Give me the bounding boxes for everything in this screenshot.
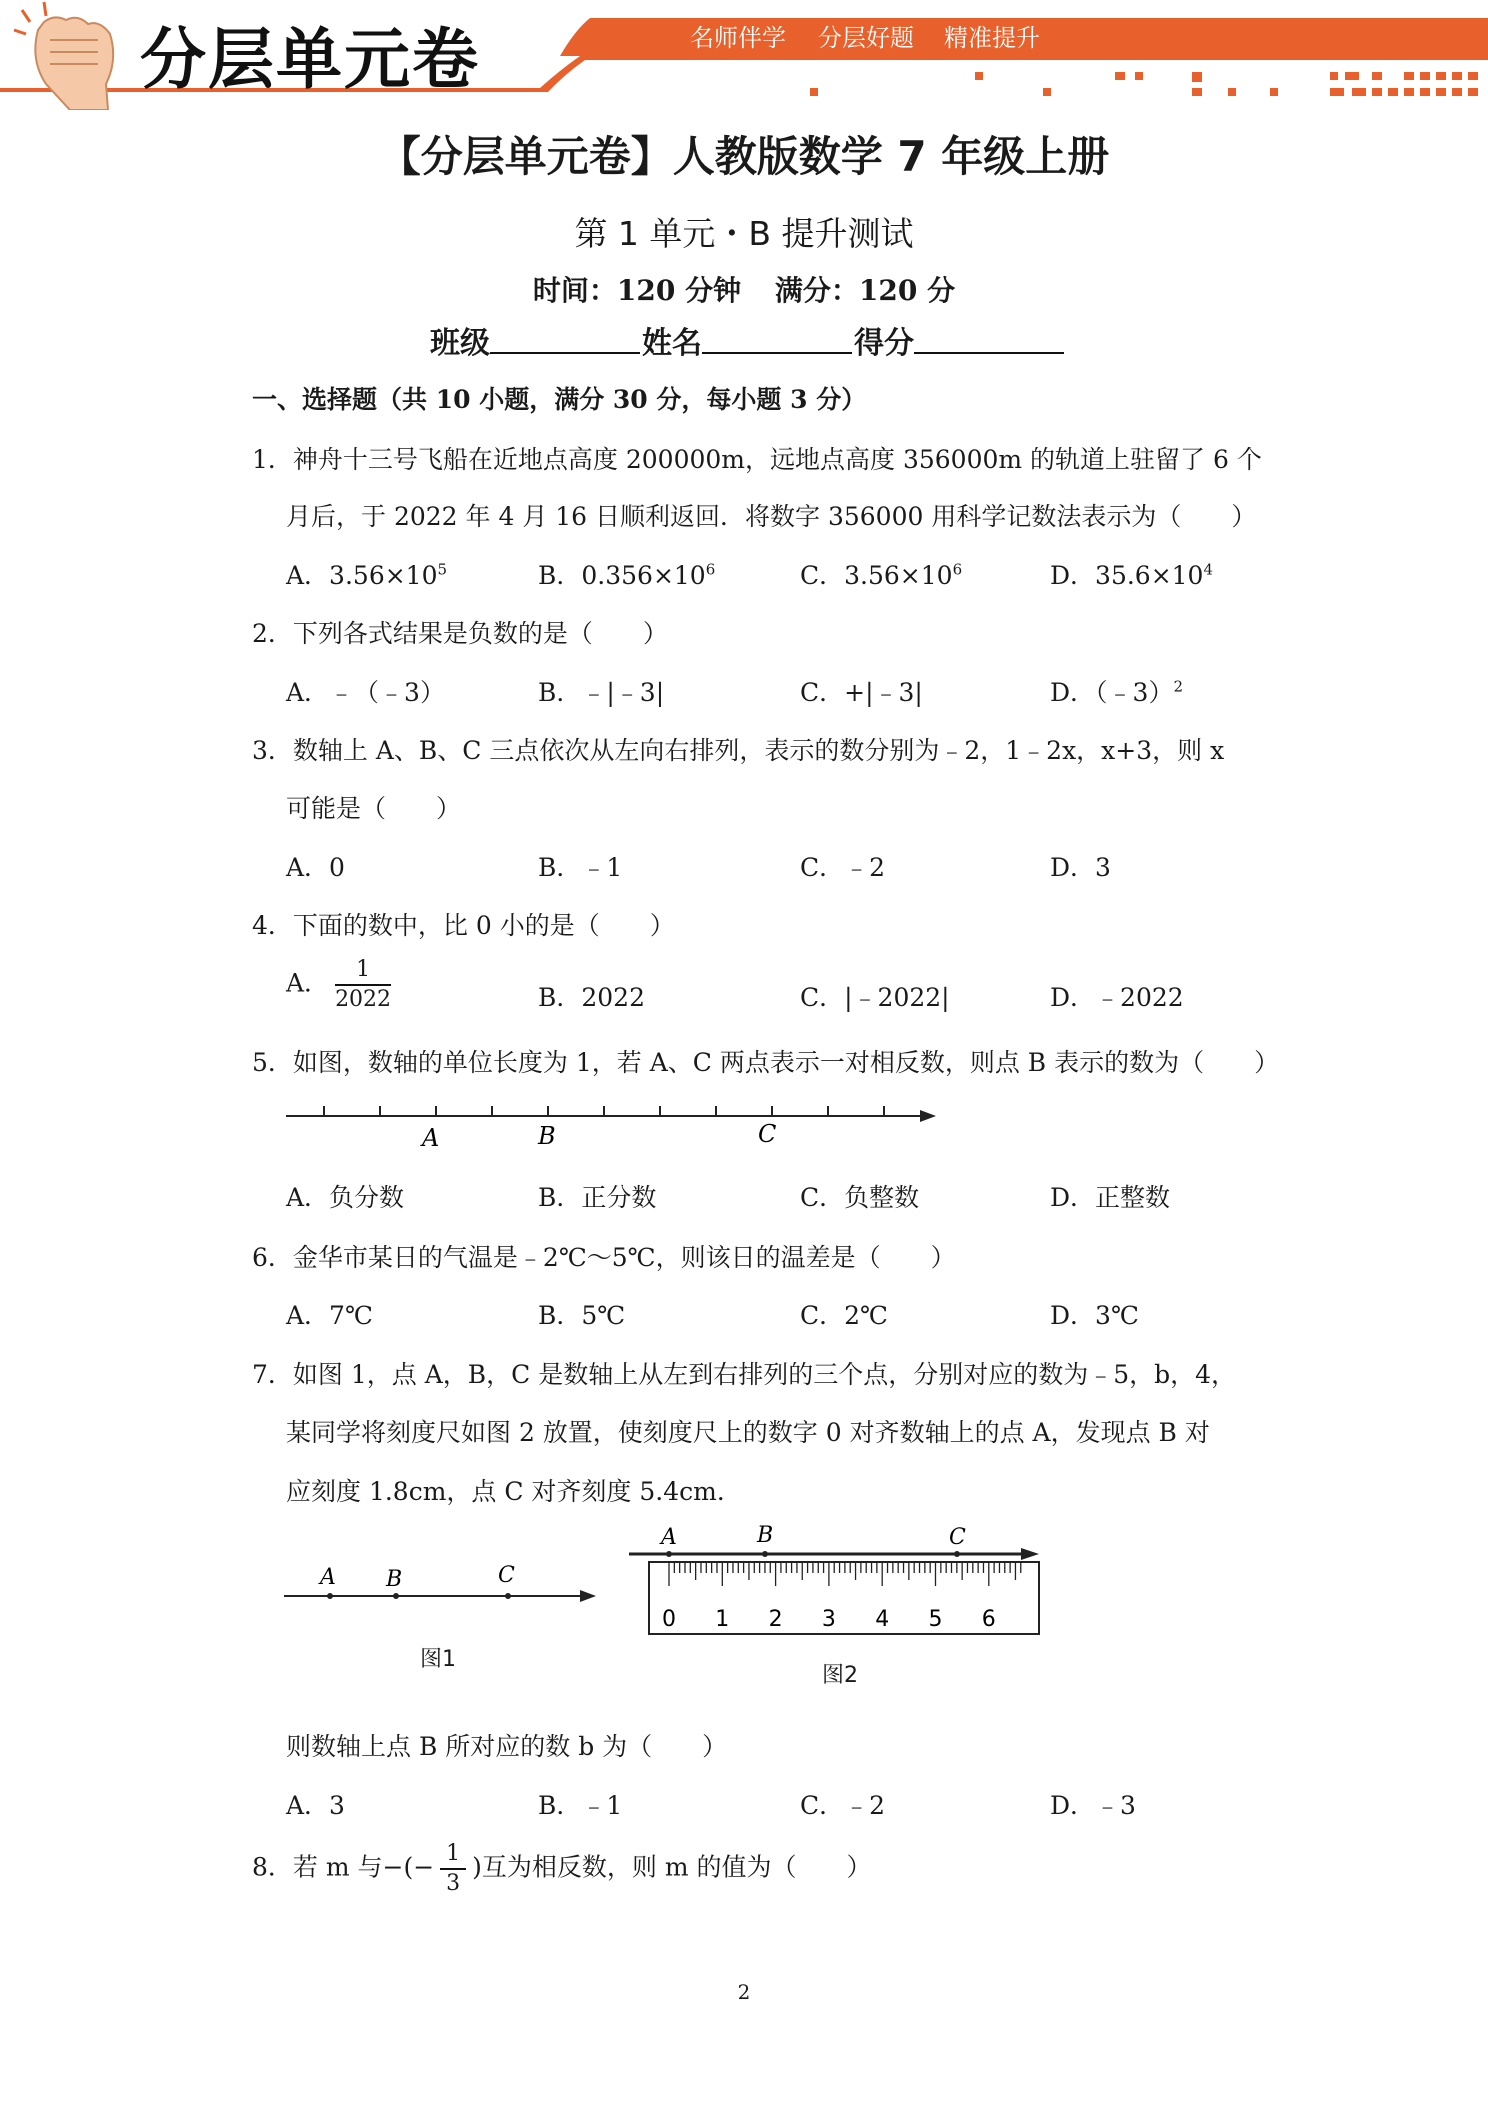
q8-prefix: 8．若 m 与−(− xyxy=(252,1852,435,1882)
q8-fraction-numerator: 1 xyxy=(440,1840,466,1870)
q7-figure2-caption: 图2 xyxy=(822,1663,858,1688)
q3-option-c[interactable]: C．﹣2 xyxy=(800,853,886,882)
slogan-1: 名师伴学 xyxy=(690,24,786,52)
name-label: 姓名 xyxy=(642,326,702,361)
q6-line1: 6．金华市某日的气温是﹣2℃～5℃，则该日的温差是（ ） xyxy=(252,1243,956,1272)
q6-option-b[interactable]: B．5℃ xyxy=(538,1301,626,1330)
q7-option-a[interactable]: A．3 xyxy=(286,1791,345,1820)
q3-option-d[interactable]: D．3 xyxy=(1050,853,1111,882)
q7-line1: 7．如图 1，点 A，B，C 是数轴上从左到右排列的三个点，分别对应的数为﹣5，b，4， xyxy=(252,1360,1237,1389)
class-label: 班级 xyxy=(430,326,490,361)
slogan-2: 分层好题 xyxy=(818,24,914,52)
q4-option-a-prefix: A． xyxy=(286,968,330,998)
ruler-number: 0 xyxy=(662,1607,676,1632)
q1-option-a-text: A．3.56×10 xyxy=(286,561,438,590)
q5-label-a: A xyxy=(422,1124,440,1152)
q7-line4: 则数轴上点 B 所对应的数 b 为（ ） xyxy=(286,1732,728,1761)
page-subtitle: 第 1 单元・B 提升测试 xyxy=(574,214,914,253)
ruler-number: 6 xyxy=(981,1607,996,1632)
q7-fig2-label-c: C xyxy=(949,1525,966,1550)
q1-line1: 1．神舟十三号飞船在近地点高度 200000m，远地点高度 356000m 的轨道上驻留了 6 个 xyxy=(252,445,1262,474)
q7-figure2-ruler xyxy=(625,1522,1045,1640)
q4-fraction-numerator: 1 xyxy=(335,956,391,986)
q7-option-d[interactable]: D．﹣3 xyxy=(1050,1791,1136,1820)
q6-option-d[interactable]: D．3℃ xyxy=(1050,1301,1139,1330)
ruler-number: 1 xyxy=(715,1607,730,1632)
ruler-number: 4 xyxy=(875,1607,890,1632)
page-number: 2 xyxy=(737,1980,751,2004)
q3-option-b[interactable]: B．﹣1 xyxy=(538,853,623,882)
q7-fig1-label-b: B xyxy=(386,1567,403,1592)
q1-option-b-text: B．0.356×10 xyxy=(538,561,706,590)
q4-line1: 4．下面的数中，比 0 小的是（ ） xyxy=(252,911,675,940)
q3-option-a[interactable]: A．0 xyxy=(286,853,345,882)
q2-option-d[interactable] xyxy=(1050,673,1183,709)
exam-score: 满分：120 分 xyxy=(774,274,956,307)
q4-option-c[interactable]: C．|﹣2022| xyxy=(800,983,950,1012)
exam-meta xyxy=(0,269,1488,309)
q1-option-a[interactable] xyxy=(286,556,447,592)
ruler-number: 2 xyxy=(768,1607,783,1632)
q7-fig1-label-c: C xyxy=(498,1563,515,1588)
exam-time: 时间：120 分钟 xyxy=(532,274,742,307)
q8-fraction-denominator: 3 xyxy=(446,1871,461,1896)
student-info xyxy=(430,318,1066,362)
q1-option-d[interactable] xyxy=(1050,556,1213,592)
q1-option-c-text: C．3.56×10 xyxy=(800,561,953,590)
q2-option-d-text: D．（﹣3） xyxy=(1050,678,1174,707)
q1-line2: 月后，于 2022 年 4 月 16 日顺利返回．将数字 356000 用科学记数法表示为（ ） xyxy=(286,502,1257,531)
q8-suffix: )互为相反数，则 m 的值为（ ） xyxy=(472,1852,872,1882)
q5-option-a[interactable]: A．负分数 xyxy=(286,1183,405,1212)
q2-option-b[interactable]: B．﹣|﹣3| xyxy=(538,678,665,707)
q5-label-c: C xyxy=(758,1120,777,1148)
q1-option-a-exp: 5 xyxy=(437,560,448,579)
q4-option-d[interactable]: D．﹣2022 xyxy=(1050,983,1184,1012)
q3-line2: 可能是（ ） xyxy=(286,794,462,823)
q2-option-c[interactable]: C．+|﹣3| xyxy=(800,678,923,707)
q7-fig2-label-a: A xyxy=(661,1525,677,1550)
q4-option-a-fraction xyxy=(335,956,391,1014)
q7-line2: 某同学将刻度尺如图 2 放置，使刻度尺上的数字 0 对齐数轴上的点 A，发现点 B 对 xyxy=(286,1418,1210,1447)
class-blank[interactable] xyxy=(490,318,640,354)
q1-option-c[interactable] xyxy=(800,556,962,592)
q2-option-a[interactable]: A．﹣（﹣3） xyxy=(286,678,445,707)
q2-line1: 2．下列各式结果是负数的是（ ） xyxy=(252,619,668,648)
q7-figure1-number-line xyxy=(280,1556,610,1626)
fist-icon xyxy=(14,2,113,110)
q5-option-c[interactable]: C．负整数 xyxy=(800,1183,920,1212)
q1-option-d-exp: 4 xyxy=(1203,560,1214,579)
q1-option-b[interactable] xyxy=(538,556,715,592)
q4-option-a[interactable] xyxy=(286,956,397,1014)
q7-option-b[interactable]: B．﹣1 xyxy=(538,1791,623,1820)
header-banner xyxy=(0,0,1488,110)
q7-fig1-label-a: A xyxy=(320,1565,336,1590)
q8-fraction xyxy=(440,1840,466,1898)
q8-line1 xyxy=(252,1840,872,1898)
section-heading: 一、选择题（共 10 小题，满分 30 分，每小题 3 分） xyxy=(252,385,867,414)
q5-number-line xyxy=(280,1098,940,1158)
q7-line3: 应刻度 1.8cm，点 C 对齐刻度 5.4cm． xyxy=(286,1477,742,1506)
q6-option-a[interactable]: A．7℃ xyxy=(286,1301,373,1330)
points-label: 得分 xyxy=(854,326,914,361)
q6-option-c[interactable]: C．2℃ xyxy=(800,1301,889,1330)
q2-option-d-exp: 2 xyxy=(1173,677,1183,696)
q7-figure1-caption: 图1 xyxy=(420,1647,456,1672)
q1-option-d-text: D．35.6×10 xyxy=(1050,561,1204,590)
q3-line1: 3．数轴上 A、B、C 三点依次从左向右排列，表示的数分别为﹣2，1﹣2x，x+3，则 x xyxy=(252,736,1225,765)
ruler-number: 3 xyxy=(821,1607,836,1632)
q4-option-b[interactable]: B．2022 xyxy=(538,983,645,1012)
q5-option-b[interactable]: B．正分数 xyxy=(538,1183,657,1212)
q5-option-d[interactable]: D．正整数 xyxy=(1050,1183,1171,1212)
q1-option-c-exp: 6 xyxy=(952,560,963,579)
points-blank[interactable] xyxy=(914,318,1064,354)
q7-option-c[interactable]: C．﹣2 xyxy=(800,1791,886,1820)
ruler-number: 5 xyxy=(928,1607,943,1632)
page-title: 【分层单元卷】人教版数学 7 年级上册 xyxy=(378,132,1110,181)
q5-label-b: B xyxy=(538,1122,556,1150)
q4-fraction-denominator: 2022 xyxy=(335,987,392,1012)
q5-line1: 5．如图，数轴的单位长度为 1，若 A、C 两点表示一对相反数，则点 B 表示的数为（ ） xyxy=(252,1048,1280,1077)
q7-fig2-label-b: B xyxy=(757,1523,774,1548)
name-blank[interactable] xyxy=(702,318,852,354)
brand-title: 分层单元卷 xyxy=(140,21,480,98)
q1-option-b-exp: 6 xyxy=(705,560,716,579)
slogan-3: 精准提升 xyxy=(944,24,1040,52)
